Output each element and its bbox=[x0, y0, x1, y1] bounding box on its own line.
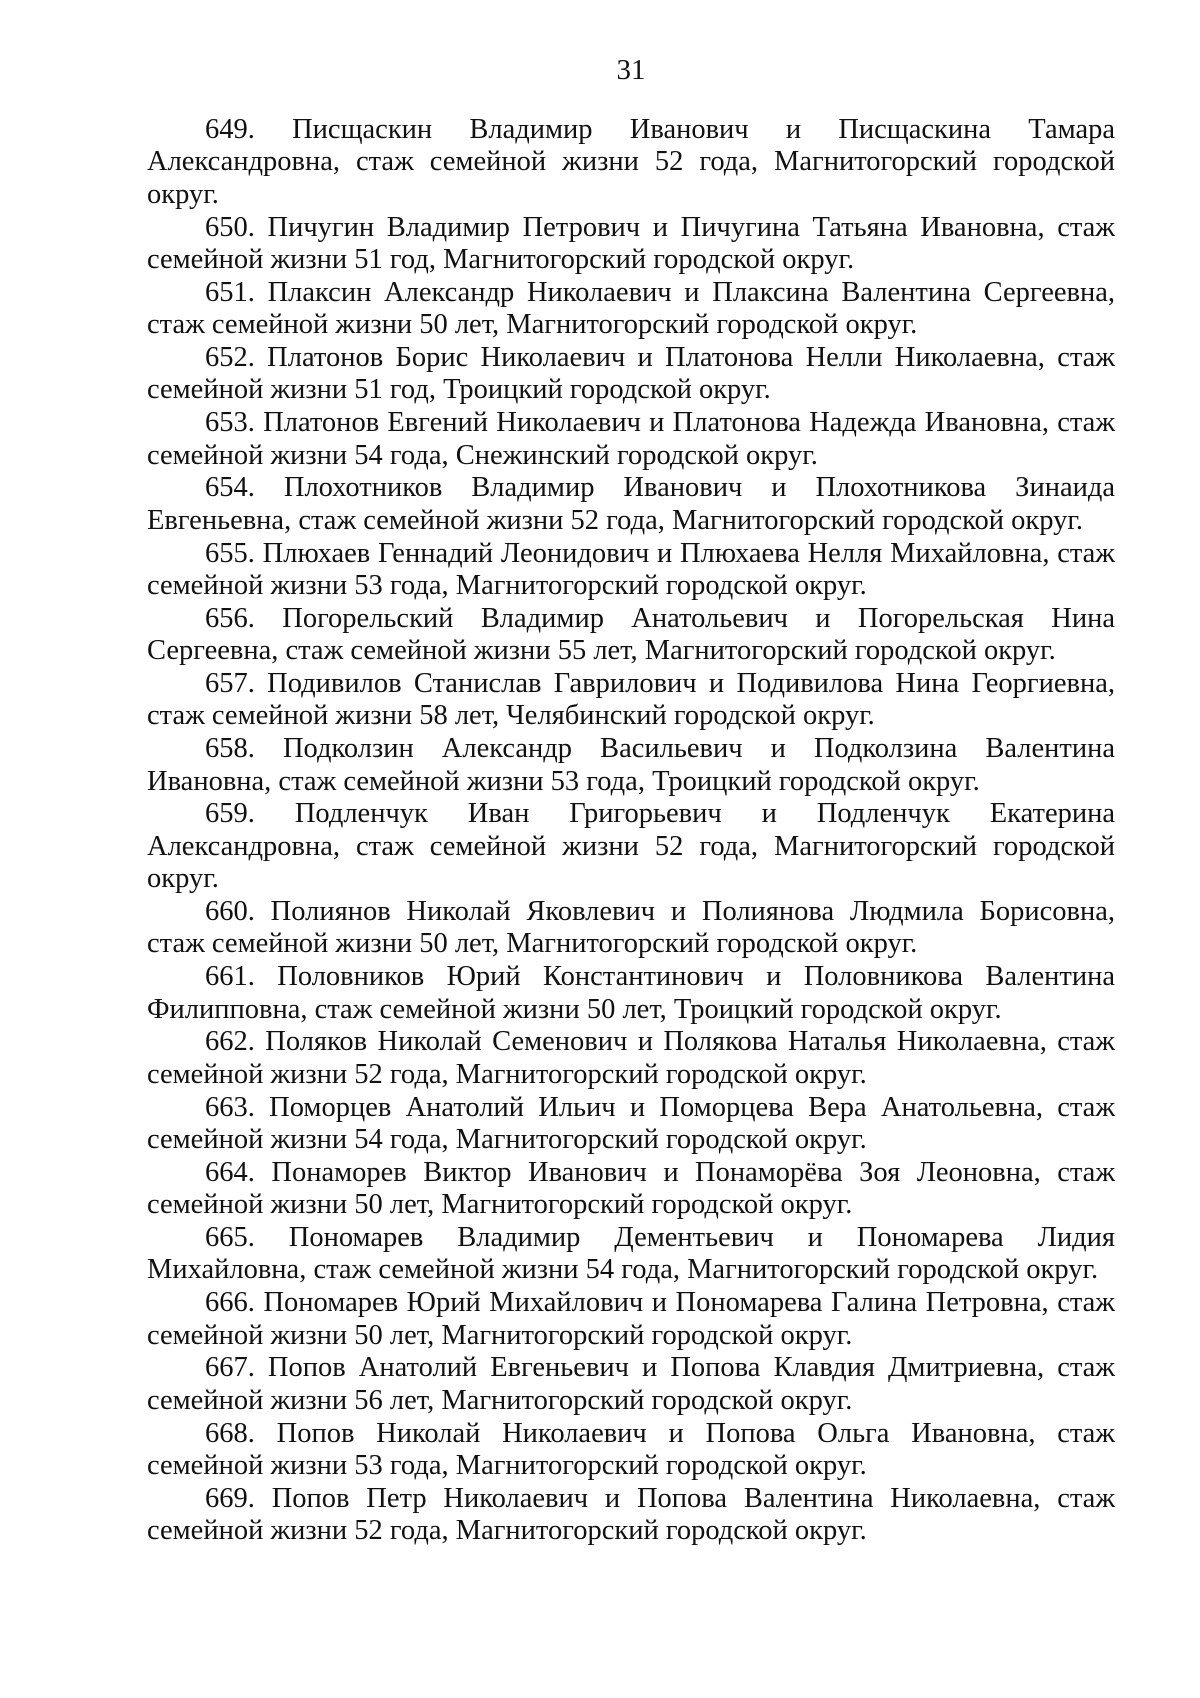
list-item bbox=[147, 407, 1115, 472]
entry-number: 653. bbox=[205, 407, 255, 439]
list-item bbox=[147, 538, 1115, 603]
entry-text: Поляков Николай Семенович и Полякова Наталья Николаевна, стаж семейной жизни 52 года, Магнитогорский городской округ. bbox=[147, 1026, 1116, 1090]
entry-number: 669. bbox=[205, 1482, 255, 1514]
entry-text: Подколзин Александр Васильевич и Подколзина Валентина Ивановна, стаж семейной жизни 53 года, Троицкий городской округ. bbox=[147, 733, 1116, 797]
list-item bbox=[147, 472, 1115, 537]
list-item bbox=[147, 896, 1115, 961]
list-item bbox=[147, 1352, 1115, 1417]
list-item bbox=[147, 342, 1115, 407]
entry-text: Плюхаев Геннадий Леонидович и Плюхаева Нелля Михайловна, стаж семейной жизни 53 года, Магнитогорский городской округ. bbox=[147, 537, 1116, 602]
entry-number: 664. bbox=[205, 1156, 255, 1188]
entry-number: 666. bbox=[205, 1287, 255, 1319]
entry-text: Попов Петр Николаевич и Попова Валентина Николаевна, стаж семейной жизни 52 года, Магнитогорский городской округ. bbox=[147, 1482, 1116, 1547]
entry-number: 663. bbox=[205, 1091, 255, 1123]
list-item bbox=[147, 733, 1115, 798]
entry-text: Платонов Евгений Николаевич и Платонова Надежда Ивановна, стаж семейной жизни 54 года, Снежинский городской округ. bbox=[147, 407, 1116, 471]
entry-number: 649. bbox=[205, 114, 255, 145]
entry-text: Поморцев Анатолий Ильич и Поморцева Вера Анатольевна, стаж семейной жизни 54 года, Магнитогорский городской округ. bbox=[147, 1091, 1116, 1156]
list-item bbox=[147, 212, 1115, 277]
list-item bbox=[147, 668, 1115, 733]
entry-number: 665. bbox=[205, 1222, 255, 1254]
list-item bbox=[147, 1092, 1115, 1157]
entry-text: Пичугин Владимир Петрович и Пичугина Татьяна Ивановна, стаж семейной жизни 51 год, Магнитогорский городской округ. bbox=[147, 211, 1115, 276]
entry-number: 662. bbox=[205, 1026, 255, 1058]
entry-text: Платонов Борис Николаевич и Платонова Нелли Николаевна, стаж семейной жизни 51 год, Троицкий городской округ. bbox=[147, 342, 1115, 406]
entry-number: 659. bbox=[205, 798, 255, 830]
list-item bbox=[147, 114, 1115, 211]
list-item bbox=[147, 798, 1115, 895]
entry-text: Пономарев Владимир Дементьевич и Пономарева Лидия Михайловна, стаж семейной жизни 54 года, Магнитогорский городской округ. bbox=[147, 1222, 1116, 1286]
list-item bbox=[147, 1026, 1115, 1091]
entry-number: 661. bbox=[205, 961, 255, 993]
entry-text: Погорельский Владимир Анатольевич и Погорельская Нина Сергеевна, стаж семейной жизни 55 лет, Магнитогорский городской округ. bbox=[147, 602, 1115, 667]
entry-number: 667. bbox=[205, 1352, 255, 1384]
list-item bbox=[147, 1483, 1115, 1548]
list-item bbox=[147, 1222, 1115, 1287]
list-item bbox=[147, 1157, 1115, 1222]
entry-text: Плаксин Александр Николаевич и Плаксина Валентина Сергеевна, стаж семейной жизни 50 лет, Магнитогорский городской округ. bbox=[147, 276, 1116, 341]
entry-text: Плохотников Владимир Иванович и Плохотникова Зинаида Евгеньевна, стаж семейной жизни 52 года, Магнитогорский городской округ. bbox=[147, 472, 1115, 536]
entry-text: Полиянов Николай Яковлевич и Полиянова Людмила Борисовна, стаж семейной жизни 50 лет, Магнитогорский городской округ. bbox=[147, 896, 1116, 960]
entry-number: 650. bbox=[205, 211, 255, 243]
entry-text: Понаморев Виктор Иванович и Понаморёва Зоя Леоновна, стаж семейной жизни 50 лет, Магнитогорский городской округ. bbox=[147, 1156, 1116, 1221]
entry-number: 655. bbox=[205, 537, 255, 569]
page-number: 31 bbox=[616, 54, 646, 86]
entry-text: Пономарев Юрий Михайлович и Пономарева Галина Петровна, стаж семейной жизни 50 лет, Магнитогорский городской округ. bbox=[147, 1287, 1116, 1351]
list-item bbox=[147, 1418, 1115, 1483]
list-item bbox=[147, 1287, 1115, 1352]
entry-number: 657. bbox=[205, 668, 255, 700]
list-item bbox=[147, 961, 1115, 1026]
entry-number: 654. bbox=[205, 472, 255, 504]
entry-list bbox=[147, 114, 1115, 1548]
entry-text: Подленчук Иван Григорьевич и Подленчук Екатерина Александровна, стаж семейной жизни 52 года, Магнитогорский городской округ. bbox=[147, 798, 1116, 895]
entry-text: Писщаскин Владимир Иванович и Писщаскина Тамара Александровна, стаж семейной жизни 52 года, Магнитогорский городской округ. bbox=[147, 114, 1115, 210]
list-item bbox=[147, 277, 1115, 342]
list-item bbox=[147, 603, 1115, 668]
entry-text: Половников Юрий Константинович и Половникова Валентина Филипповна, стаж семейной жизни 50 лет, Троицкий городской округ. bbox=[147, 961, 1116, 1025]
entry-number: 656. bbox=[205, 602, 255, 634]
entry-number: 651. bbox=[205, 276, 255, 308]
entry-text: Попов Николай Николаевич и Попова Ольга Ивановна, стаж семейной жизни 53 года, Магнитогорский городской округ. bbox=[147, 1417, 1115, 1482]
entry-text: Подивилов Станислав Гаврилович и Подивилова Нина Георгиевна, стаж семейной жизни 58 лет, Челябинский городской округ. bbox=[147, 668, 1115, 732]
entry-text: Попов Анатолий Евгеньевич и Попова Клавдия Дмитриевна, стаж семейной жизни 56 лет, Магнитогорский городской округ. bbox=[147, 1352, 1115, 1416]
entry-number: 658. bbox=[205, 733, 255, 765]
entry-number: 652. bbox=[205, 342, 255, 374]
entry-number: 668. bbox=[205, 1417, 255, 1449]
entry-number: 660. bbox=[205, 896, 255, 928]
